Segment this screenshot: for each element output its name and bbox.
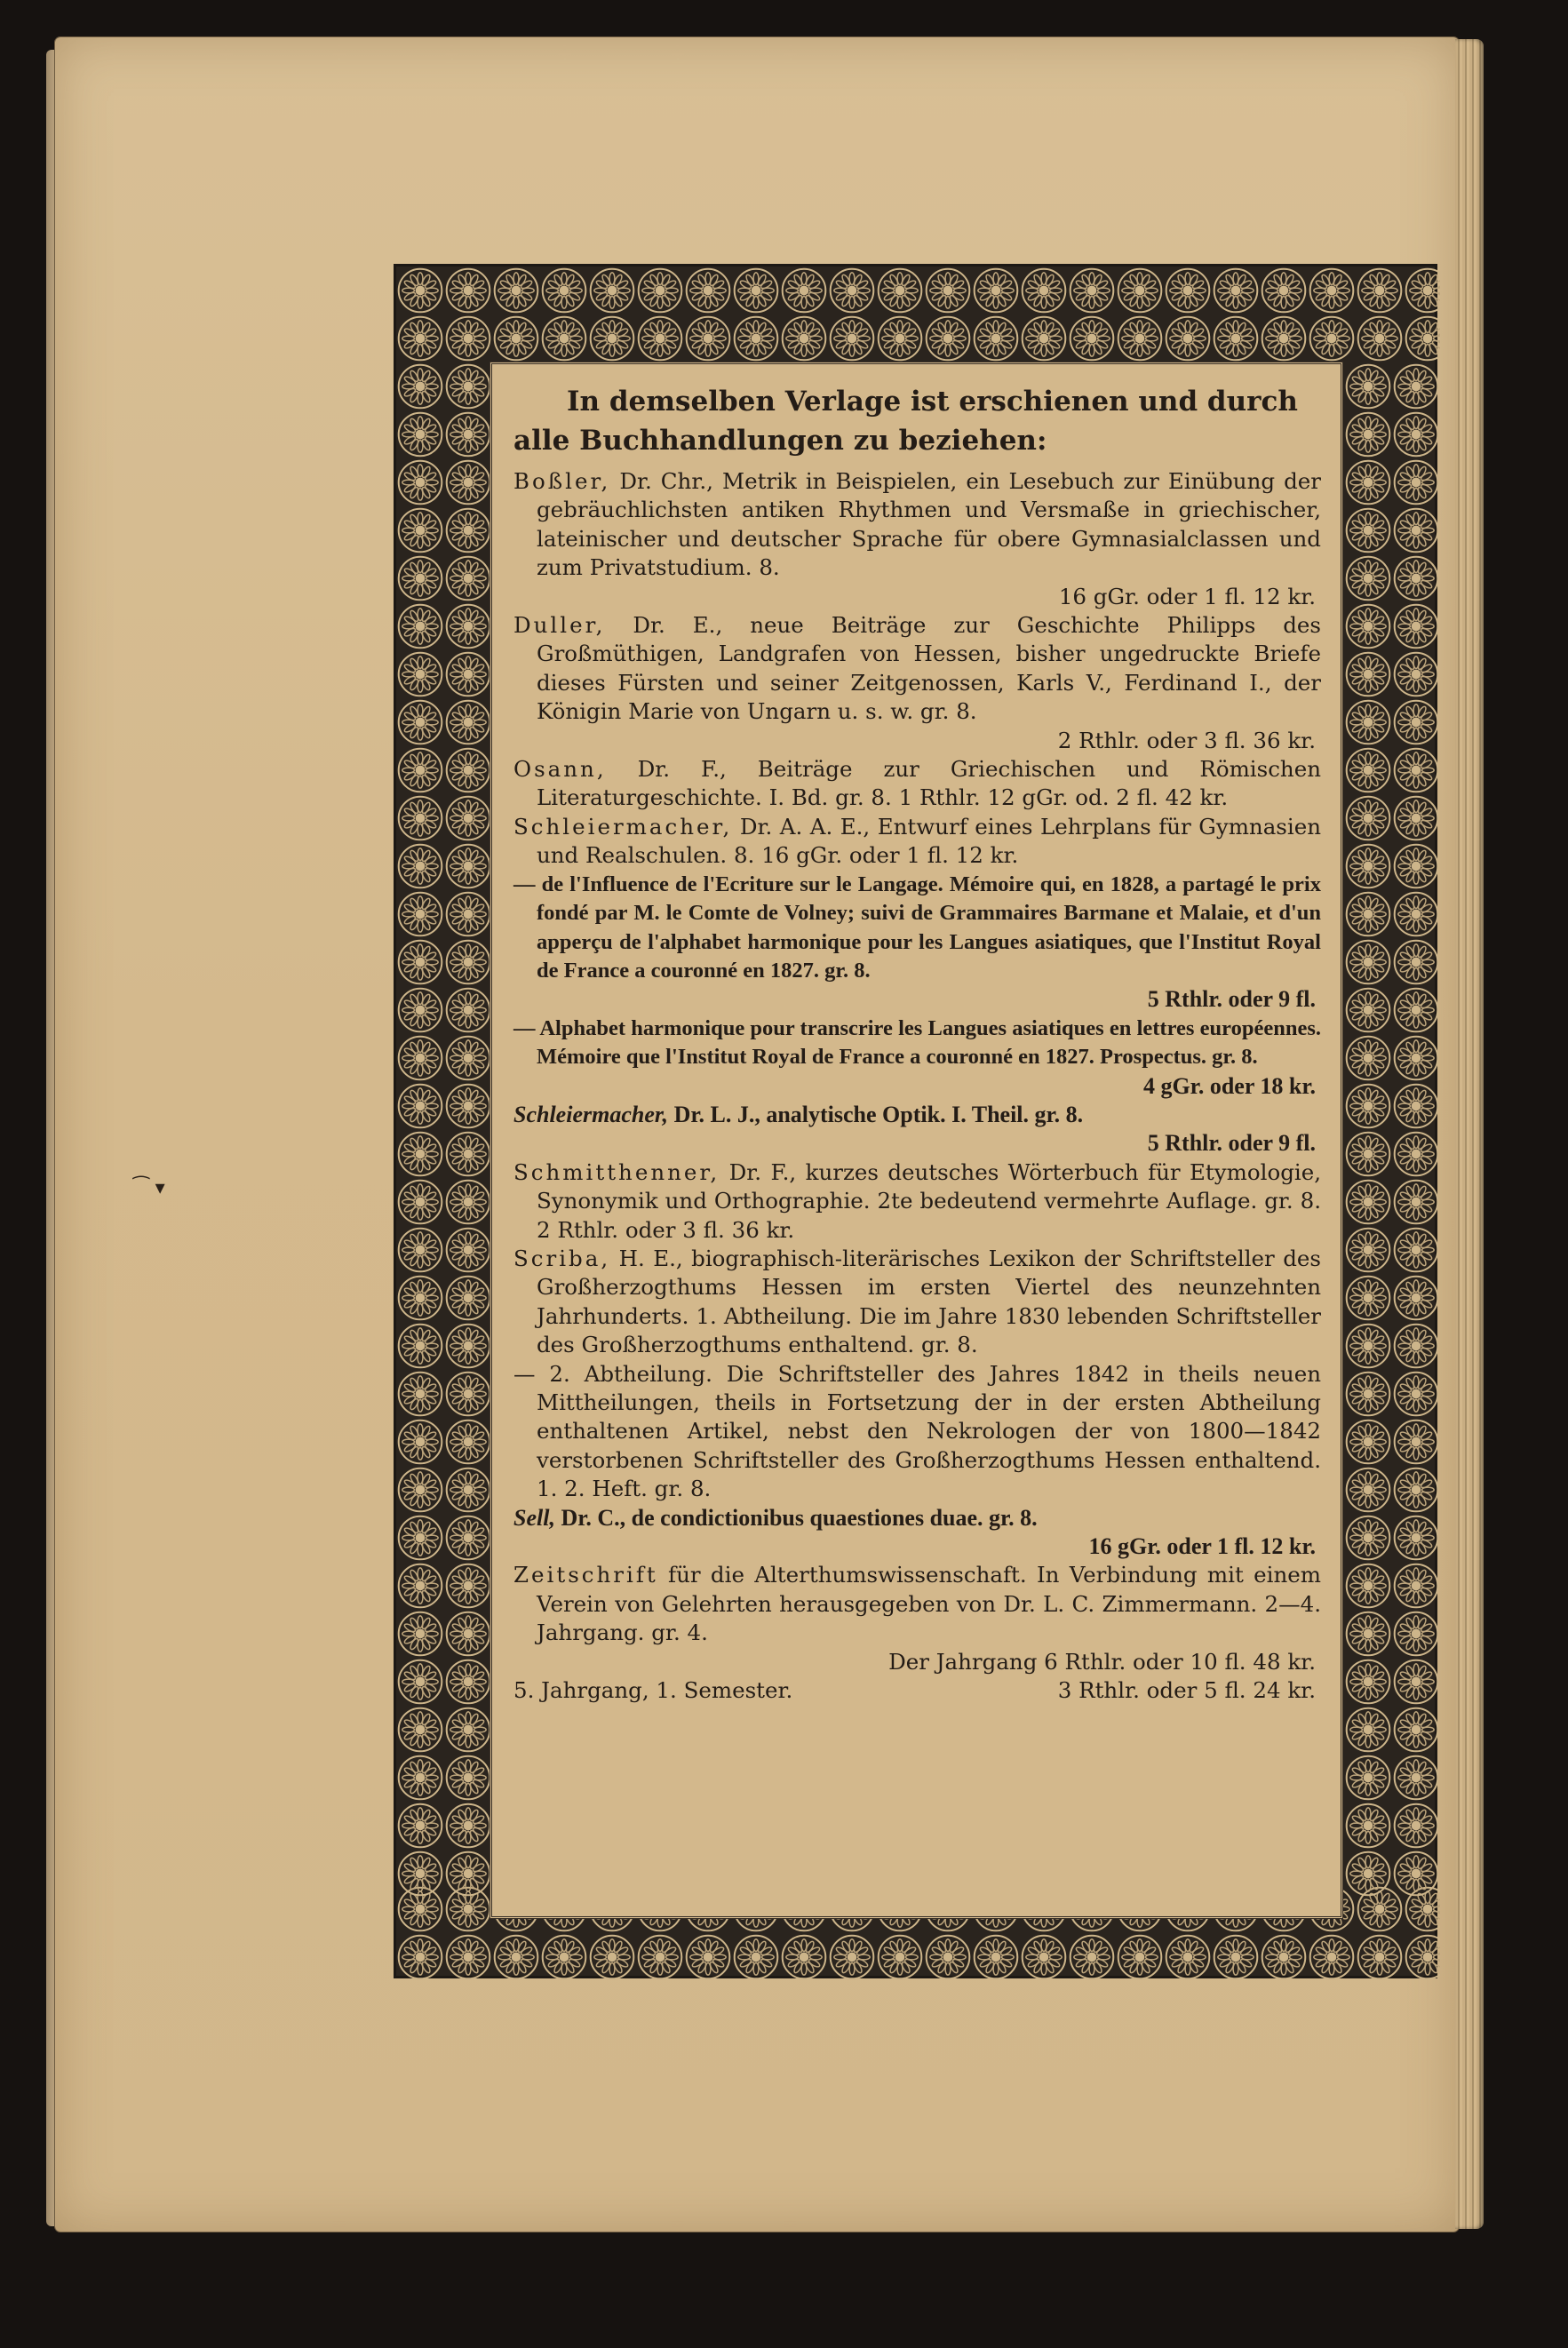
rosette-ornament [399, 317, 442, 361]
rosette-ornament [399, 1229, 442, 1272]
rosette-ornament [399, 749, 442, 792]
rosette-ornament [1358, 269, 1402, 313]
rosette-ornament [447, 1325, 490, 1368]
entry-influence-ecriture: — de l'Influence de l'Ecriture sur le Langage. Mémoire qui, en 1828, a partagé le prix fondé par M. le Comte de Volney; suivi de Grammaires Barmane et Malaie, et d'un apperçu de l'alphabet harmonique pour les Langues asiatiques, que l'Institut Royal de France a couronné en 1827. gr. 8. [513, 872, 1321, 983]
rosette-ornament [447, 749, 490, 792]
price-schleiermacher-optik: 5 Rthlr. oder 9 fl. [1147, 1130, 1316, 1157]
rosette-ornament [1118, 317, 1162, 361]
rosette-ornament [1395, 365, 1438, 409]
rosette-ornament [447, 509, 490, 553]
rosette-ornament [447, 1756, 490, 1800]
rosette-ornament [447, 1133, 490, 1176]
rosette-ornament [447, 1516, 490, 1560]
rosette-ornament [399, 1325, 442, 1368]
zeitschrift-semester-line [513, 1676, 1321, 1705]
entry-scriba-part2: — 2. Abtheilung. Die Schriftsteller des Jahres 1842 in theils neuen Mittheilungen, theils in Fortsetzung der in der ersten Abtheilung enthaltenen Artikel, nebst den Nekrologen der von 1800—1842 verstorbenen Schriftsteller des Großherzogthums Hessen enthaltend. 1. 2. Heft. gr. 8. [513, 1360, 1321, 1502]
rosette-ornament [1262, 1936, 1306, 1979]
rosette-ornament [1395, 461, 1438, 505]
rosette-ornament [1395, 845, 1438, 888]
entry-osann: Osann, Dr. F., Beiträge zur Griechischen und Römischen Literaturgeschichte. I. Bd. gr. 8. 1 Rthlr. 12 gGr. od. 2 fl. 42 kr. [513, 756, 1321, 811]
price-alphabet-harmonique: 4 gGr. oder 18 kr. [1142, 1072, 1316, 1099]
rosette-ornament [447, 1373, 490, 1416]
rosette-ornament [1395, 1756, 1438, 1800]
rosette-ornament [639, 1936, 682, 1979]
rosette-ornament [1023, 317, 1066, 361]
rosette-ornament [1023, 269, 1066, 313]
rosette-ornament [1347, 1564, 1390, 1608]
rosette-ornament [1395, 605, 1438, 649]
rosette-ornament [495, 1936, 538, 1979]
entry-schmitthenner: Schmitthenner, Dr. F., kurzes deutsches Wörterbuch für Etymologie, Synonymik und Orthographie. 2te bedeutend vermehrte Auflage. gr. 8. 2 Rthlr. oder 3 fl. 36 kr. [513, 1158, 1321, 1243]
rosette-ornament [1395, 1277, 1438, 1320]
rosette-ornament [1118, 269, 1162, 313]
rosette-ornament [543, 269, 586, 313]
rosette-ornament [1406, 269, 1440, 313]
rosette-ornament [447, 317, 490, 361]
rosette-ornament [447, 1660, 490, 1704]
rosette-ornament [399, 1852, 442, 1896]
rosette-ornament [399, 893, 442, 936]
rosette-ornament [591, 269, 634, 313]
rosette-ornament [495, 317, 538, 361]
entry-zeitschrift: Zeitschrift für die Alterthumswissenschaft. In Verbindung mit einem Verein von Gelehrten herausgegeben von Dr. L. C. Zimmermann. 2—4. Jahrgang. gr. 4. [513, 1562, 1321, 1646]
rosette-ornament [1395, 557, 1438, 601]
rosette-ornament [1347, 1660, 1390, 1704]
rosette-ornament [1118, 1936, 1162, 1979]
rosette-ornament [1395, 1133, 1438, 1176]
rosette-ornament [927, 269, 970, 313]
rosette-ornament [399, 1660, 442, 1704]
rosette-ornament [447, 1708, 490, 1752]
rosette-ornament [1262, 269, 1306, 313]
rosette-ornament [1347, 1229, 1390, 1272]
rosette-ornament [1347, 461, 1390, 505]
rosette-ornament [447, 1564, 490, 1608]
rosette-ornament [735, 1936, 778, 1979]
rosette-ornament [1395, 1564, 1438, 1608]
rosette-ornament [447, 989, 490, 1032]
rosette-ornament [1347, 1804, 1390, 1848]
rosette-ornament [399, 461, 442, 505]
rosette-ornament [1395, 1229, 1438, 1272]
rosette-ornament [1395, 701, 1438, 744]
rosette-ornament [1347, 1708, 1390, 1752]
rosette-ornament [399, 1708, 442, 1752]
rosette-ornament [399, 1085, 442, 1128]
rosette-ornament [1358, 1936, 1402, 1979]
rosette-ornament [399, 1468, 442, 1512]
rosette-ornament [1347, 1612, 1390, 1656]
rosette-ornament [1395, 1852, 1438, 1896]
rosette-ornament [399, 1516, 442, 1560]
rosette-ornament [927, 1936, 970, 1979]
rosette-ornament [399, 1804, 442, 1848]
advertisement-panel [490, 362, 1343, 1919]
rosette-ornament [1395, 1421, 1438, 1464]
rosette-ornament [1395, 1660, 1438, 1704]
rosette-ornament [1395, 1708, 1438, 1752]
rosette-ornament [543, 317, 586, 361]
rosette-ornament [399, 1564, 442, 1608]
entry-schleiermacher-optik: Schleiermacher, Dr. L. J., analytische Optik. I. Theil. gr. 8. [513, 1101, 1084, 1127]
rosette-ornament [1395, 989, 1438, 1032]
rosette-ornament [447, 1181, 490, 1224]
rosette-ornament [1395, 1085, 1438, 1128]
rosette-ornament [1214, 317, 1258, 361]
rosette-ornament [447, 1804, 490, 1848]
rosette-ornament [399, 557, 442, 601]
rosette-ornament [639, 269, 682, 313]
rosette-ornament [1347, 1756, 1390, 1800]
rosette-ornament [447, 365, 490, 409]
rosette-ornament [1310, 269, 1354, 313]
rosette-ornament [1395, 1468, 1438, 1512]
rosette-ornament [1347, 413, 1390, 457]
rosette-ornament [1406, 1936, 1440, 1979]
rosette-ornament [447, 1037, 490, 1080]
rosette-ornament [399, 1612, 442, 1656]
price-influence-ecriture: 5 Rthlr. oder 9 fl. [1147, 986, 1316, 1013]
rosette-ornament [399, 269, 442, 313]
rosette-ornament [447, 701, 490, 744]
rosette-ornament [447, 1085, 490, 1128]
rosette-ornament [399, 1421, 442, 1464]
rosette-ornament [399, 1756, 442, 1800]
rosette-ornament [1347, 749, 1390, 792]
rosette-ornament [1071, 269, 1114, 313]
rosette-ornament [1347, 1421, 1390, 1464]
rosette-ornament [639, 317, 682, 361]
rosette-ornament [1347, 1133, 1390, 1176]
rosette-ornament [879, 269, 922, 313]
rosette-ornament [447, 1277, 490, 1320]
rosette-ornament [1347, 1516, 1390, 1560]
rosette-ornament [1395, 509, 1438, 553]
rosette-ornament [1023, 1936, 1066, 1979]
rosette-ornament [1347, 365, 1390, 409]
price-duller: 2 Rthlr. oder 3 fl. 36 kr. [1057, 727, 1316, 753]
entry-scriba: Scriba, H. E., biographisch-literärisches Lexikon der Schriftsteller des Großherzogthums Hessen im ersten Viertel des neunzehnten Jahrhunderts. 1. Abtheilung. Die im Jahre 1830 lebenden Schriftsteller des Großherzogthums enthaltend. gr. 8. [513, 1245, 1321, 1358]
rosette-ornament [1395, 653, 1438, 696]
rosette-ornament [1214, 269, 1258, 313]
rosette-ornament [447, 653, 490, 696]
page-edge-right [1455, 39, 1484, 2229]
rosette-ornament [447, 1229, 490, 1272]
rosette-ornament [1395, 1181, 1438, 1224]
rosette-ornament [1395, 413, 1438, 457]
rosette-ornament [1262, 317, 1306, 361]
rosette-ornament [1347, 557, 1390, 601]
rosette-ornament [399, 845, 442, 888]
rosette-ornament [399, 1133, 442, 1176]
rosette-ornament [1310, 1936, 1354, 1979]
entry-bossler: Boßler, Dr. Chr., Metrik in Beispielen, ein Lesebuch zur Einübung der gebräuchlichsten antiken Rhythmen und Versmaße in griechischer, lateinischer und deutscher Sprache für obere Gymnasialclassen und zum Privatstudium. 8. [513, 468, 1321, 581]
price-zeitschrift: Der Jahrgang 6 Rthlr. oder 10 fl. 48 kr. [888, 1648, 1316, 1675]
rosette-ornament [1071, 1936, 1114, 1979]
rosette-ornament [399, 605, 442, 649]
price-bossler: 16 gGr. oder 1 fl. 12 kr. [1058, 583, 1316, 609]
rosette-ornament [447, 893, 490, 936]
rosette-ornament [399, 1277, 442, 1320]
rosette-ornament [399, 653, 442, 696]
rosette-ornament [1347, 941, 1390, 984]
rosette-ornament [831, 317, 874, 361]
rosette-ornament [927, 317, 970, 361]
rosette-ornament [543, 1936, 586, 1979]
rosette-ornament [783, 269, 826, 313]
rosette-ornament [735, 317, 778, 361]
rosette-ornament [447, 845, 490, 888]
rosette-ornament [591, 317, 634, 361]
rosette-ornament [399, 509, 442, 553]
rosette-ornament [1166, 1936, 1210, 1979]
rosette-ornament [399, 413, 442, 457]
rosette-ornament [1406, 317, 1440, 361]
rosette-ornament [591, 1936, 634, 1979]
rosette-ornament [447, 1421, 490, 1464]
rosette-ornament [1395, 797, 1438, 840]
rosette-ornament [1395, 1373, 1438, 1416]
rosette-ornament [1347, 1037, 1390, 1080]
rosette-ornament [687, 269, 730, 313]
rosette-ornament [1347, 1181, 1390, 1224]
entry-alphabet-harmonique: — Alphabet harmonique pour transcrire les Langues asiatiques en lettres européennes. Mémoire que l'Institut Royal de France a couronné en 1827. Prospectus. gr. 8. [513, 1015, 1321, 1070]
rosette-ornament [447, 557, 490, 601]
rosette-ornament [399, 1037, 442, 1080]
rosette-ornament [975, 317, 1018, 361]
rosette-ornament [1071, 317, 1114, 361]
rosette-ornament [399, 941, 442, 984]
rosette-ornament [831, 269, 874, 313]
publisher-heading: In demselben Verlage ist erschienen und durch alle Buchhandlungen zu beziehen: [513, 386, 1298, 457]
rosette-ornament [975, 269, 1018, 313]
entry-sell: Sell, Dr. C., de condictionibus quaestiones duae. gr. 8. [513, 1504, 1038, 1531]
rosette-ornament [447, 1888, 490, 1931]
rosette-ornament [447, 1852, 490, 1896]
rosette-ornament [1395, 1516, 1438, 1560]
rosette-ornament [1358, 317, 1402, 361]
rosette-ornament [1395, 1612, 1438, 1656]
entry-schleiermacher-lehrplan: Schleiermacher, Dr. A. A. E., Entwurf eines Lehrplans für Gymnasien und Realschulen. 8. 16 gGr. oder 1 fl. 12 kr. [513, 813, 1321, 869]
paper-blemish: ⁀ ▾ [133, 1177, 165, 1199]
rosette-ornament [879, 1936, 922, 1979]
rosette-ornament [1395, 893, 1438, 936]
semester-price: 3 Rthlr. oder 5 fl. 24 kr. [1057, 1677, 1316, 1704]
rosette-ornament [1347, 893, 1390, 936]
rosette-ornament [447, 461, 490, 505]
price-sell: 16 gGr. oder 1 fl. 12 kr. [1088, 1533, 1316, 1560]
rosette-ornament [399, 1373, 442, 1416]
rosette-ornament [399, 701, 442, 744]
rosette-ornament [1166, 317, 1210, 361]
rosette-ornament [1395, 941, 1438, 984]
rosette-ornament [447, 1468, 490, 1512]
rosette-ornament [1347, 1852, 1390, 1896]
rosette-ornament [495, 269, 538, 313]
rosette-ornament [1395, 1325, 1438, 1368]
rosette-ornament [447, 269, 490, 313]
rosette-ornament [399, 1888, 442, 1931]
rosette-ornament [447, 1936, 490, 1979]
rosette-ornament [1395, 1037, 1438, 1080]
rosette-ornament [1347, 1468, 1390, 1512]
rosette-ornament [975, 1936, 1018, 1979]
rosette-ornament [687, 1936, 730, 1979]
rosette-ornament [1347, 1277, 1390, 1320]
rosette-ornament [1347, 605, 1390, 649]
rosette-ornament [687, 317, 730, 361]
rosette-ornament [399, 1936, 442, 1979]
rosette-ornament [399, 989, 442, 1032]
rosette-ornament [1166, 269, 1210, 313]
rosette-ornament [1395, 1804, 1438, 1848]
rosette-ornament [879, 317, 922, 361]
rosette-ornament [399, 797, 442, 840]
rosette-ornament [1214, 1936, 1258, 1979]
rosette-ornament [783, 317, 826, 361]
rosette-ornament [1347, 845, 1390, 888]
semester-label: 5. Jahrgang, 1. Semester. [513, 1677, 793, 1704]
rosette-ornament [831, 1936, 874, 1979]
rosette-ornament [1347, 797, 1390, 840]
rosette-ornament [399, 365, 442, 409]
rosette-ornament [1347, 701, 1390, 744]
rosette-ornament [447, 797, 490, 840]
rosette-ornament [447, 413, 490, 457]
rosette-ornament [447, 605, 490, 649]
rosette-ornament [1310, 317, 1354, 361]
rosette-ornament [1395, 749, 1438, 792]
rosette-ornament [447, 941, 490, 984]
rosette-ornament [783, 1936, 826, 1979]
entry-duller: Duller, Dr. E., neue Beiträge zur Geschichte Philipps des Großmüthigen, Landgrafen von Hessen, bisher ungedruckte Briefe dieses Fürsten und seiner Zeitgenossen, Karls V., Ferdinand I., der Königin Marie von Ungarn u. s. w. gr. 8. [513, 612, 1321, 725]
rosette-ornament [735, 269, 778, 313]
rosette-ornament [399, 1181, 442, 1224]
rosette-ornament [1347, 509, 1390, 553]
rosette-ornament [1347, 1373, 1390, 1416]
rosette-ornament [1347, 989, 1390, 1032]
rosette-ornament [1347, 653, 1390, 696]
rosette-ornament [1347, 1325, 1390, 1368]
rosette-ornament [1347, 1085, 1390, 1128]
rosette-ornament [447, 1612, 490, 1656]
